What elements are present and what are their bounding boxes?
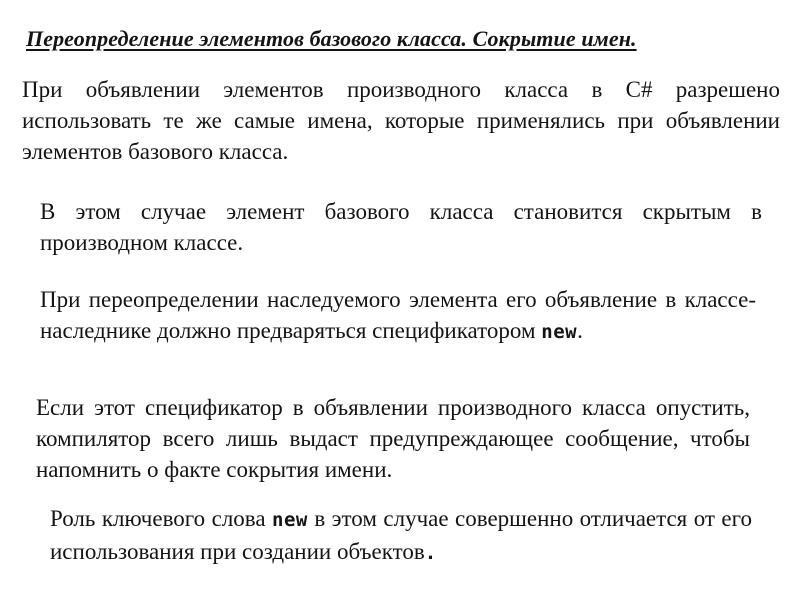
slide-title: Переопределение элементов базового класса. Сокрытие имен. [26, 26, 637, 51]
paragraph-text: При переопределении наследуемого элемента его объявление в классе-наследнике должно предваряться спецификатором [40, 287, 756, 343]
paragraph-keyword-role [50, 503, 752, 569]
paragraph-text: в этом случае совершенно отличается от его использования при создании объектов [50, 506, 752, 564]
keyword-new: new [541, 321, 578, 343]
keyword-new: new [272, 509, 308, 531]
paragraph-hidden-element: В этом случае элемент базового класса становится скрытым в производном классе. [40, 199, 762, 255]
paragraph-text: Роль ключевого слова [50, 506, 273, 531]
paragraph-punctuation: . [424, 542, 437, 564]
paragraph-compiler-warning: Если этот спецификатор в объявлении производного класса опустить, компилятор всего лишь выдаст предупреждающее сообщение, чтобы напомнить о факте сокрытия имени. [36, 395, 750, 482]
paragraph-name-reuse: При объявлении элементов производного класса в C# разрешено использовать те же самые имена, которые применялись при объявлении элементов базового класса. [22, 77, 780, 164]
paragraph-punctuation: . [577, 318, 583, 343]
paragraph-new-specifier [40, 284, 756, 348]
